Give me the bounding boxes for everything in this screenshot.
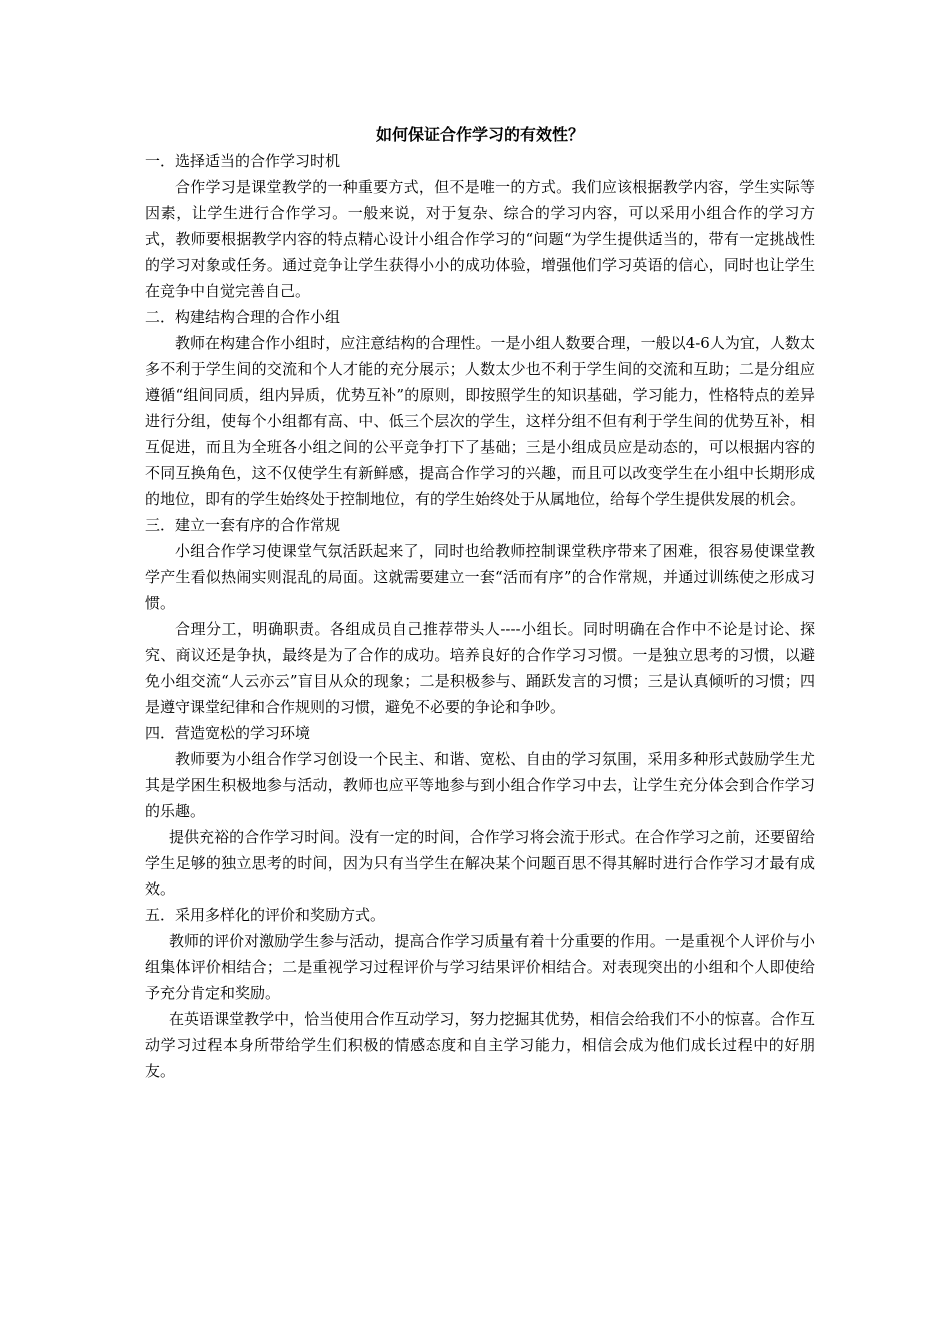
section-heading-1: 一．选择适当的合作学习时机 xyxy=(145,152,341,170)
paragraph: 小组合作学习使课堂气氛活跃起来了，同时也给教师控制课堂秩序带来了困难，很容易使课堂教学产生看似热闹实则混乱的局面。这就需要建立一套“活而有序”的合作常规，并通过训练使之形成习惯。 xyxy=(145,542,815,612)
section-heading-2: 二．构建结构合理的合作小组 xyxy=(145,308,341,326)
section-heading-5: 五．采用多样化的评价和奖励方式。 xyxy=(145,906,386,924)
paragraph: 合作学习是课堂教学的一种重要方式，但不是唯一的方式。我们应该根据教学内容，学生实际等因素，让学生进行合作学习。一般来说，对于复杂、综合的学习内容，可以采用小组合作的学习方式，教师要根据教学内容的特点精心设计小组合作学习的“问题“为学生提供适当的，带有一定挑战性的学习对象或任务。通过竞争让学生获得小小的成功体验，增强他们学习英语的信心，同时也让学生在竞争中自觉完善自己。 xyxy=(145,178,815,300)
document-page xyxy=(145,122,815,1084)
section-heading-3: 三．建立一套有序的合作常规 xyxy=(145,516,341,534)
paragraph: 在英语课堂教学中，恰当使用合作互动学习，努力挖掘其优势，相信会给我们不小的惊喜。合作互动学习过程本身所带给学生们积极的情感态度和自主学习能力，相信会成为他们成长过程中的好朋友。 xyxy=(145,1010,815,1080)
paragraph: 教师要为小组合作学习创设一个民主、和谐、宽松、自由的学习氛围，采用多种形式鼓励学生尤其是学困生积极地参与活动，教师也应平等地参与到小组合作学习中去，让学生充分体会到合作学习的乐趣。 xyxy=(145,750,815,820)
paragraph: 合理分工，明确职责。各组成员自己推荐带头人----小组长。同时明确在合作中不论是讨论、探究、商议还是争执，最终是为了合作的成功。培养良好的合作学习习惯。一是独立思考的习惯，以避免小组交流“人云亦云”盲目从众的现象；二是积极参与、踊跃发言的习惯；三是认真倾听的习惯；四是遵守课堂纪律和合作规则的习惯，避免不必要的争论和争吵。 xyxy=(145,620,815,716)
document-title: 如何保证合作学习的有效性？ xyxy=(375,125,584,144)
paragraph: 教师的评价对激励学生参与活动，提高合作学习质量有着十分重要的作用。一是重视个人评价与小组集体评价相结合；二是重视学习过程评价与学习结果评价相结合。对表现突出的小组和个人即使给予充分肯定和奖励。 xyxy=(145,932,815,1002)
section-heading-4: 四．营造宽松的学习环境 xyxy=(145,724,311,742)
paragraph: 提供充裕的合作学习时间。没有一定的时间，合作学习将会流于形式。在合作学习之前，还要留给学生足够的独立思考的时间，因为只有当学生在解决某个问题百思不得其解时进行合作学习才最有成效。 xyxy=(145,828,815,898)
paragraph: 教师在构建合作小组时，应注意结构的合理性。一是小组人数要合理，一般以4-6人为宜，人数太多不利于学生间的交流和个人才能的充分展示；人数太少也不利于学生间的交流和互助；二是分组应遵循“组间同质，组内异质，优势互补”的原则，即按照学生的知识基础，学习能力，性格特点的差异进行分组，使每个小组都有高、中、低三个层次的学生，这样分组不但有利于学生间的优势互补，相互促进，而且为全班各小组之间的公平竞争打下了基础；三是小组成员应是动态的，可以根据内容的不同互换角色，这不仅使学生有新鲜感，提高合作学习的兴趣，而且可以改变学生在小组中长期形成的地位，即有的学生始终处于控制地位，有的学生始终处于从属地位，给每个学生提供发展的机会。 xyxy=(145,334,815,508)
